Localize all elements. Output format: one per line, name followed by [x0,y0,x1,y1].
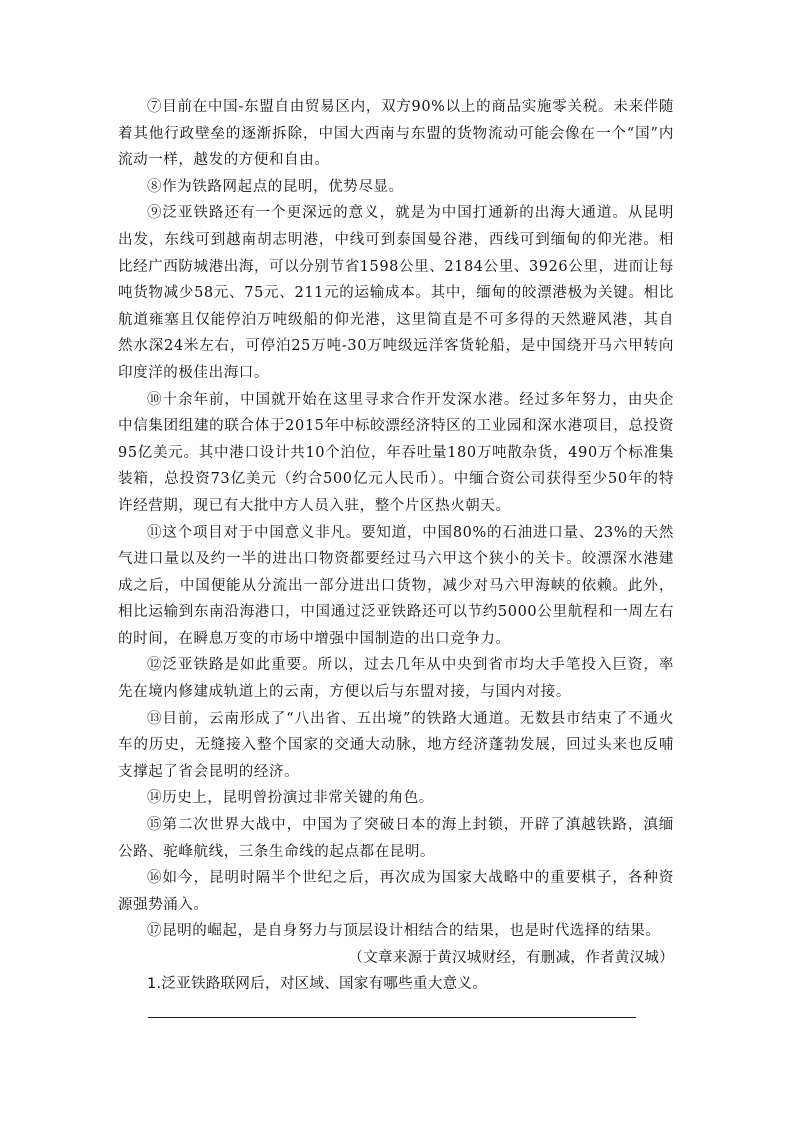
answer-blank-line[interactable] [148,1017,636,1018]
paragraph-14: ⑭历史上，昆明曾扮演过非常关键的角色。 [147,790,434,807]
paragraph-13: ⑬目前，云南形成了“八出省、五出境”的铁路大通道。无数县市结束了不通火车的历史，无缝接入整个国家的交通大动脉，地方经济蓬勃发展，回过头来也反哺支撑起了省会昆明的经济。 [118,710,674,780]
paragraph-11: ⑪这个项目对于中国意义非凡。要知道，中国80%的石油进口量、23%的天然气进口量以及约一半的进出口物资都要经过马六甲这个狭小的关卡。皎漂深水港建成之后，中国便能从分流出一部分进出口货物，减少对马六甲海峡的依赖。此外，相比运输到东南沿海港口，中国通过泛亚铁路还可以节约5000公里航程和一周左右的时间，在瞬息万变的市场中增强中国制造的出口竞争力。 [118,524,674,647]
paragraph-15: ⑮第二次世界大战中，中国为了突破日本的海上封锁，开辟了滇越铁路，滇缅公路、驼峰航线，三条生命线的起点都在昆明。 [118,817,674,860]
paragraph-17: ⑰昆明的崛起，是自身努力与顶层设计相结合的结果，也是时代选择的结果。 [147,923,661,940]
paragraph-10: ⑩十余年前，中国就开始在这里寻求合作开发深水港。经过多年努力，由央企中信集团组建的联合体于2015年中标皎漂经济特区的工业园和深水港项目，总投资95亿美元。其中港口设计共10个泊位，年吞吐量180万吨散杂货，490万个标准集装箱，总投资73亿美元（约合500亿元人民币）。中缅合资公司获得至少50年的特许经营期，现已有大批中方人员入驻，整个片区热火朝天。 [118,391,674,514]
article-body [118,94,674,1018]
paragraph-8: ⑧作为铁路网起点的昆明，优势尽显。 [147,178,404,195]
paragraph-9: ⑨泛亚铁路还有一个更深远的意义，就是为中国打通新的出海大通道。从昆明出发，东线可到越南胡志明港，中线可到泰国曼谷港，西线可到缅甸的仰光港。相比经广西防城港出海，可以分别节省1598公里、2184公里、3926公里，进而让每吨货物减少58元、75元、211元的运输成本。其中，缅甸的皎漂港极为关键。相比航道雍塞且仅能停泊万吨级船的仰光港，这里简直是不可多得的天然避风港，其自然水深24米左右，可停泊25万吨-30万吨级远洋客货轮船，是中国绕开马六甲转向印度洋的极佳出海口。 [118,205,674,381]
paragraph-12: ⑫泛亚铁路是如此重要。所以，过去几年从中央到省市均大手笔投入巨资，率先在境内修建成轨道上的云南，方便以后与东盟对接，与国内对接。 [118,657,674,701]
article-source: （文章来源于黄汉城财经，有删减，作者黄汉城） [348,950,674,966]
paragraph-16: ⑯如今，昆明时隔半个世纪之后，再次成为国家大战略中的重要棋子，各种资源强势涌入。 [118,870,674,913]
paragraph-7: ⑦目前在中国-东盟自由贸易区内，双方90%以上的商品实施零关税。未来伴随着其他行政壁垒的逐渐拆除，中国大西南与东盟的货物流动可能会像在一个“国”内流动一样，越发的方便和自由。 [118,99,674,169]
question-1: 1.泛亚铁路联网后，对区域、国家有哪些重大意义。 [147,976,488,992]
